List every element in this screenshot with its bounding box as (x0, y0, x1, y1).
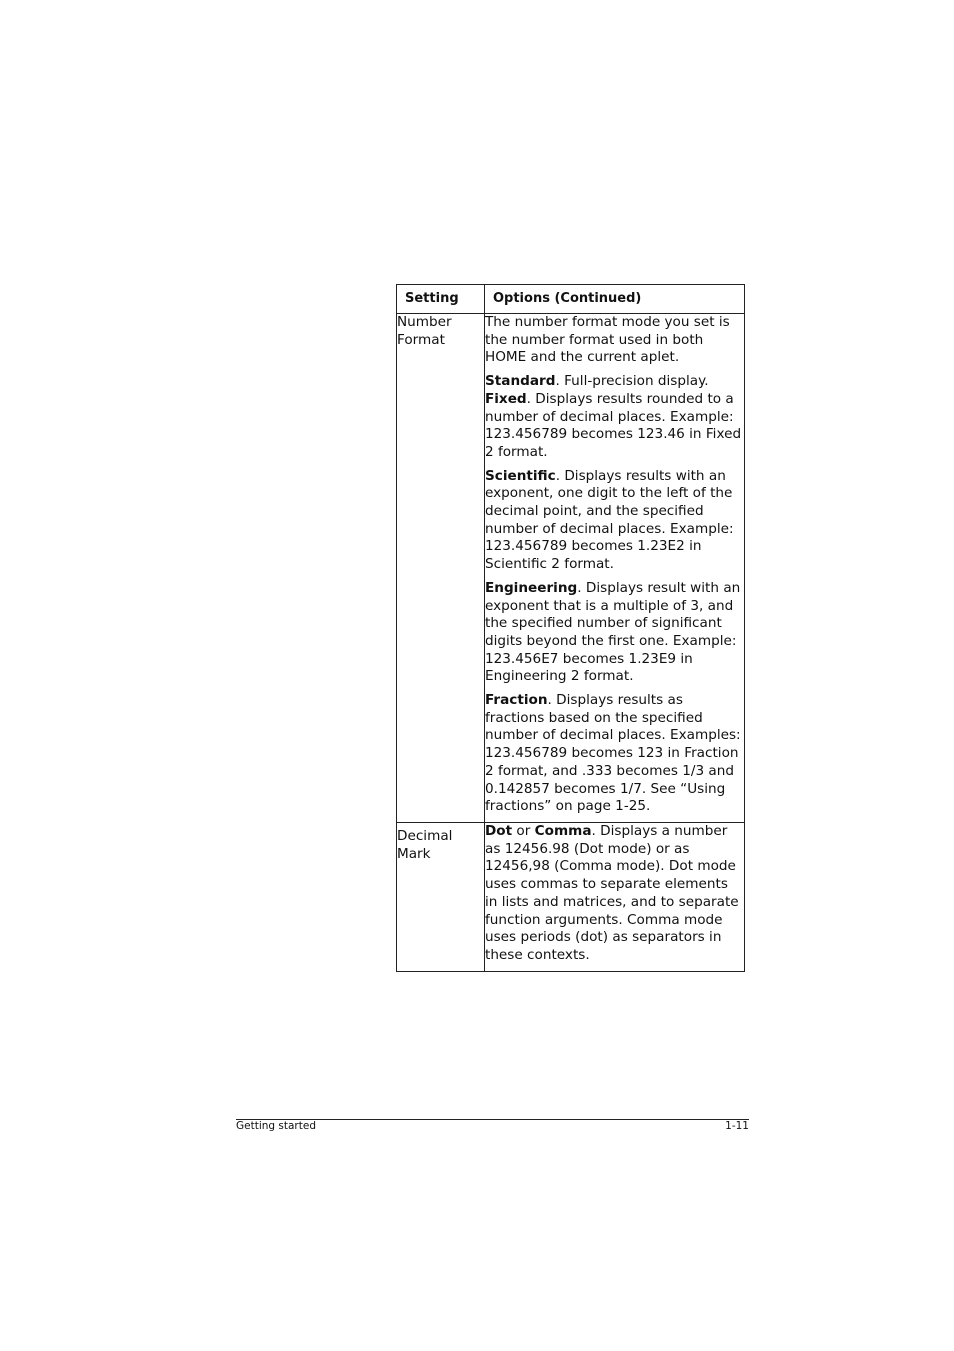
intro-paragraph: The number format mode you set is the number format used in both HOME and the current aplet. (484, 314, 730, 366)
table-row-decimal-mark (397, 822, 745, 971)
standard-text: . Full-precision display. (555, 373, 709, 390)
table-row-number-format (397, 314, 745, 823)
decimal-mark-text: . Displays a number as 12456.98 (Dot mode) or as 12456,98 (Comma mode). Dot mode uses commas to separate elements in lists and matrices, and to separate function arguments. Comma mode uses periods (dot) as separators in these contexts. (484, 822, 739, 963)
header-options: Options (Continued) (484, 285, 744, 314)
footer-page-number: 1-11 (725, 1120, 749, 1132)
comma-term: Comma (534, 822, 592, 839)
options-decimal-mark (484, 822, 744, 971)
engineering-term: Engineering (484, 579, 578, 596)
setting-name-decimal-mark (397, 822, 485, 971)
header-setting: Setting (397, 285, 485, 314)
decimal-mark-paragraph (485, 823, 744, 965)
scientific-term: Scientific (484, 467, 556, 484)
setting-name-line: Format (397, 331, 445, 348)
footer-section-title: Getting started (236, 1120, 316, 1132)
fixed-term: Fixed (484, 390, 527, 407)
engineering-text: . Displays result with an exponent that is a multiple of 3, and the specified number of significant digits beyond the first one. Example: 123.456E7 becomes 1.23E9 in Engineering 2 format. (484, 579, 741, 685)
setting-name-number-format (397, 314, 485, 823)
fraction-paragraph (485, 692, 744, 816)
fraction-term: Fraction (484, 692, 548, 709)
standard-fixed-paragraph (485, 373, 744, 462)
setting-name-line: Decimal (397, 827, 453, 844)
setting-name-line: Number (397, 314, 452, 330)
engineering-paragraph (485, 580, 744, 686)
scientific-text: . Displays results with an exponent, one digit to the left of the decimal point, and the specified number of decimal places. Example: 123.456789 becomes 1.23E2 in Scientific 2 format. (484, 467, 734, 573)
settings-table (396, 284, 745, 972)
table-header-row (397, 285, 745, 314)
or-text: or (512, 822, 535, 839)
dot-term: Dot (484, 822, 513, 839)
setting-name-line: Mark (397, 845, 431, 862)
fixed-text: . Displays results rounded to a number of decimal places. Example: 123.456789 becomes 123.46 in Fixed 2 format. (484, 390, 742, 460)
options-number-format (484, 314, 744, 823)
fraction-text: . Displays results as fractions based on the specified number of decimal places. Examples: 123.456789 becomes 123 in Fraction 2 format, and .333 becomes 1/3 and 0.142857 becomes 1/7. See “Using fractions” on page 1-25. (484, 692, 741, 815)
scientific-paragraph (485, 468, 744, 574)
standard-term: Standard (484, 373, 556, 390)
